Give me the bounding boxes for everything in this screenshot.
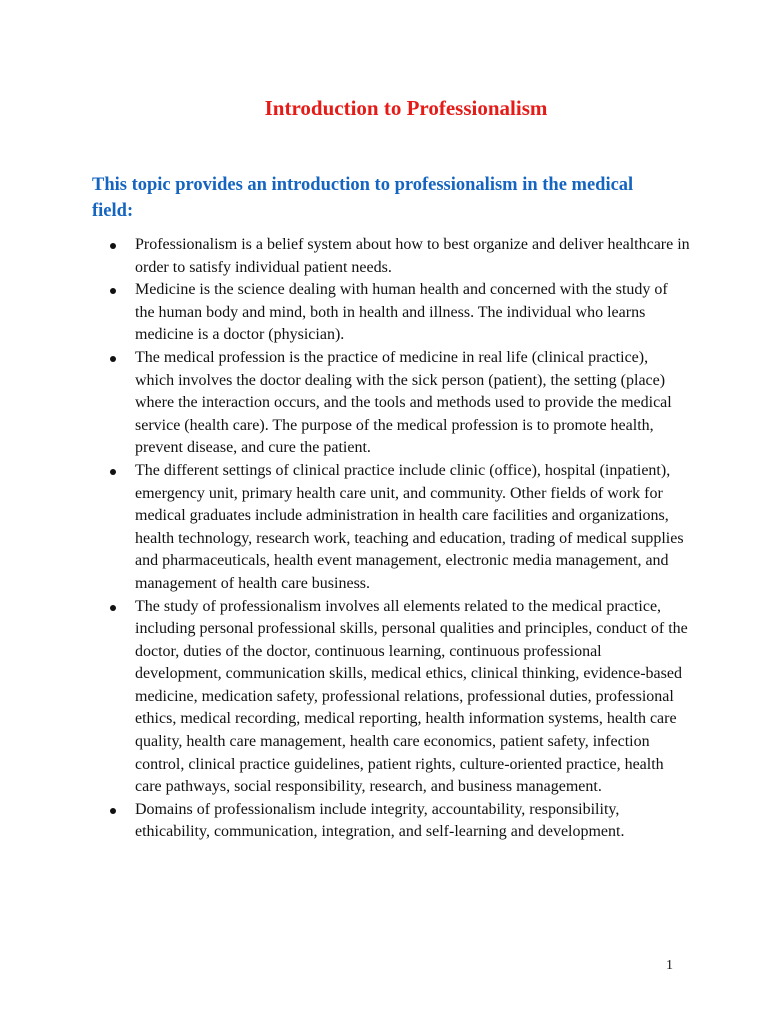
bullet-icon — [110, 808, 116, 814]
bullet-icon — [110, 605, 116, 611]
page-title: Introduction to Professionalism — [264, 96, 548, 120]
list-item — [110, 596, 690, 799]
list-item-text: The medical profession is the practice of medicine in real life (clinical practice), which involves the doctor dealing with the sick person (patient), the setting (place) where the interaction occurs, and the tools and methods used to provide the medical service (health care). The purpose of the medical profession is to promote health, prevent disease, and cure the patient. — [135, 348, 672, 457]
page-number: 1 — [666, 958, 673, 973]
list-item-text: Professionalism is a belief system about how to best organize and deliver healthcare in order to satisfy individual patient needs. — [135, 236, 690, 276]
list-item — [110, 279, 690, 347]
list-item-text: Domains of professionalism include integrity, accountability, responsibility, ethicability, communication, integration, and self-learning and development. — [135, 800, 625, 841]
list-item — [110, 460, 690, 596]
list-item-text: Medicine is the science dealing with human health and concerned with the study of the human body and mind, both in health and illness. The individual who learns medicine is a doctor (physician). — [135, 281, 668, 344]
bullet-icon — [110, 288, 116, 294]
list-item-text: The study of professionalism involves all elements related to the medical practice, including personal professional skills, personal qualities and principles, conduct of the doctor, duties of the doctor, continuous learning, continuous professional development, communication skills, medical ethics, clinical thinking, evidence-based medicine, medication safety, professional relations, professional duties, professional ethics, medical recording, medical reporting, health information systems, health care quality, health care management, health care economics, patient safety, infection control, clinical practice guidelines, patient rights, culture-oriented practice, health care pathways, social responsibility, research, and business management. — [135, 597, 688, 796]
list-item-text: The different settings of clinical practice include clinic (office), hospital (inpatient), emergency unit, primary health care unit, and community. Other fields of work for medical graduates include administration in health care facilities and organizations, health technology, research work, teaching and education, trading of medical supplies and pharmaceuticals, health event management, electronic media management, and management of health care business. — [135, 461, 684, 592]
bullet-icon — [110, 356, 116, 362]
bullet-icon — [110, 243, 116, 249]
list-item — [110, 347, 690, 460]
section-subtitle: This topic provides an introduction to professionalism in the medical field: — [92, 175, 634, 221]
list-item — [110, 799, 690, 844]
bullet-list — [110, 234, 690, 844]
bullet-icon — [110, 469, 116, 475]
list-item — [110, 234, 690, 279]
